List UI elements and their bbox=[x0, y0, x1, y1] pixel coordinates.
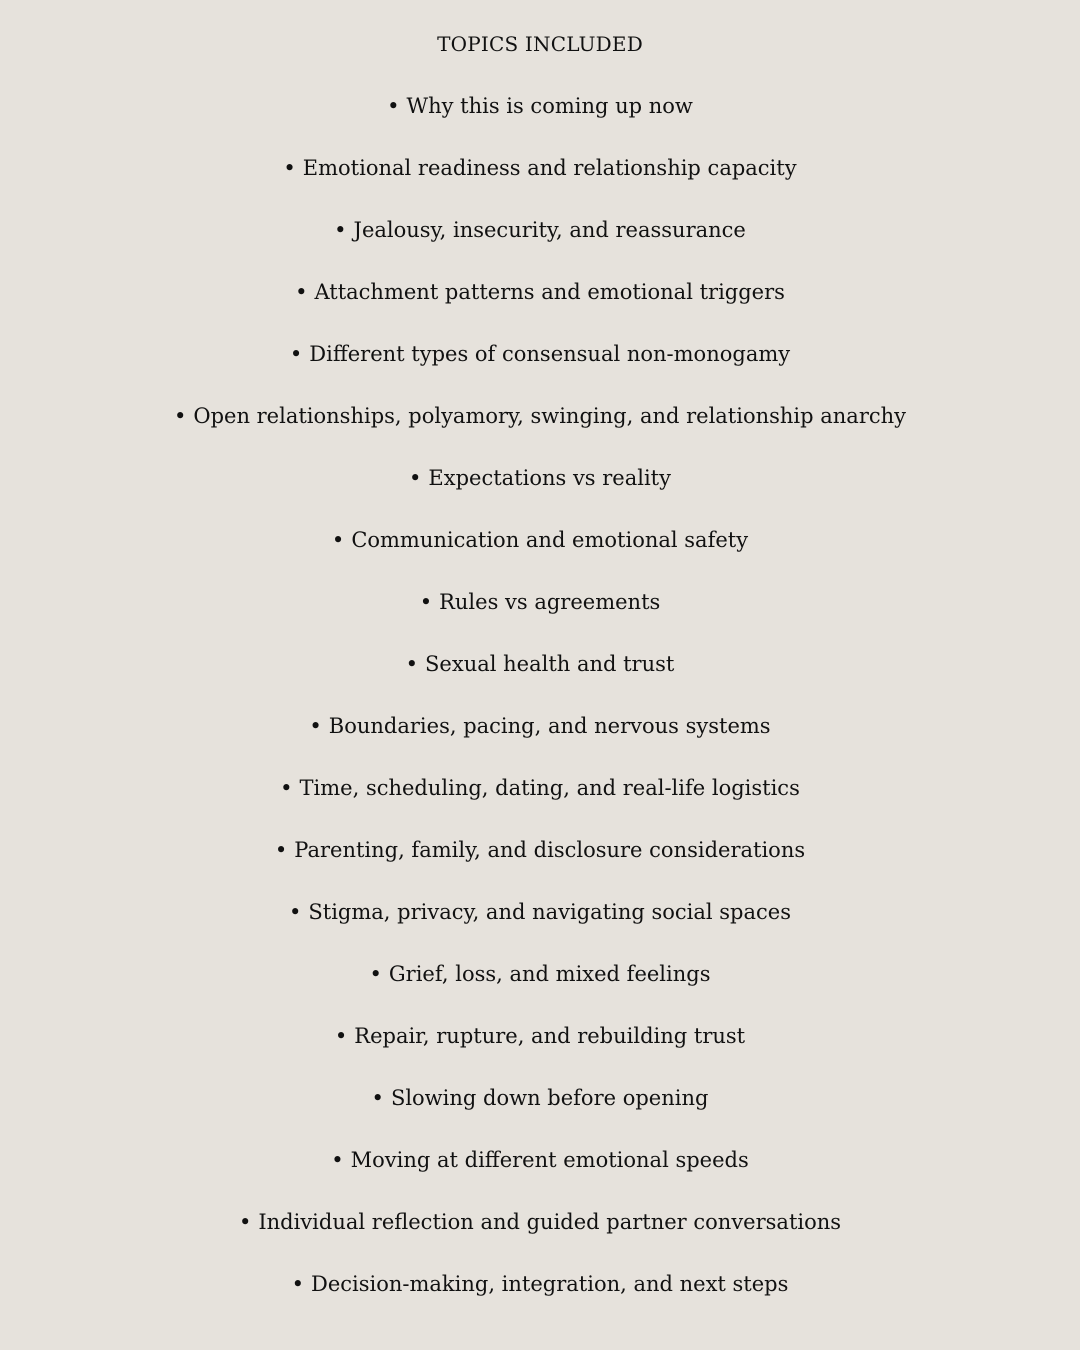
topic-text: Parenting, family, and disclosure considerations bbox=[294, 838, 806, 862]
topic-text: Different types of consensual non-monogamy bbox=[309, 342, 791, 366]
topic-text: Stigma, privacy, and navigating social spaces bbox=[308, 900, 791, 924]
bullet-icon: • bbox=[369, 962, 382, 986]
topic-item bbox=[0, 464, 1080, 526]
topic-item bbox=[0, 216, 1080, 278]
topic-text: Jealousy, insecurity, and reassurance bbox=[353, 218, 746, 242]
topic-text: Emotional readiness and relationship capacity bbox=[302, 156, 797, 180]
topic-text: Sexual health and trust bbox=[425, 652, 675, 676]
topic-text: Time, scheduling, dating, and real-life logistics bbox=[299, 776, 800, 800]
bullet-icon: • bbox=[173, 404, 187, 428]
topic-item bbox=[0, 154, 1080, 216]
topic-item bbox=[0, 898, 1080, 960]
topic-item bbox=[0, 340, 1080, 402]
bullet-icon: • bbox=[280, 776, 293, 800]
bullet-icon: • bbox=[291, 1272, 304, 1296]
bullet-icon: • bbox=[334, 1024, 348, 1048]
topic-item bbox=[0, 1022, 1080, 1084]
topic-text: Moving at different emotional speeds bbox=[350, 1148, 749, 1172]
topic-item bbox=[0, 402, 1080, 464]
topic-text: Repair, rupture, and rebuilding trust bbox=[354, 1024, 746, 1048]
topic-item bbox=[0, 836, 1080, 898]
bullet-icon: • bbox=[419, 590, 433, 614]
bullet-icon: • bbox=[274, 838, 288, 862]
topic-item bbox=[0, 650, 1080, 712]
topic-item bbox=[0, 1208, 1080, 1270]
topic-text: Communication and emotional safety bbox=[351, 528, 749, 552]
topic-item bbox=[0, 712, 1080, 774]
bullet-icon: • bbox=[334, 218, 347, 242]
topic-text: Rules vs agreements bbox=[439, 590, 661, 614]
bullet-icon: • bbox=[405, 652, 419, 676]
topic-item bbox=[0, 278, 1080, 340]
topic-item bbox=[0, 1084, 1080, 1146]
topic-item bbox=[0, 1146, 1080, 1208]
bullet-icon: • bbox=[409, 466, 422, 490]
topic-text: Why this is coming up now bbox=[406, 94, 693, 118]
topic-item bbox=[0, 588, 1080, 650]
topic-text: Open relationships, polyamory, swinging, and relationship anarchy bbox=[193, 404, 907, 428]
bullet-icon: • bbox=[387, 94, 400, 118]
topic-item bbox=[0, 1270, 1080, 1332]
topic-list bbox=[0, 92, 1080, 1332]
topic-text: Attachment patterns and emotional triggers bbox=[314, 280, 785, 304]
topic-text: Grief, loss, and mixed feelings bbox=[388, 962, 711, 986]
bullet-icon: • bbox=[295, 280, 308, 304]
topic-item bbox=[0, 960, 1080, 1022]
topic-text: Individual reflection and guided partner conversations bbox=[258, 1210, 842, 1234]
topic-item bbox=[0, 774, 1080, 836]
topic-text: Boundaries, pacing, and nervous systems bbox=[328, 714, 771, 738]
topic-text: Expectations vs reality bbox=[428, 466, 671, 490]
bullet-icon: • bbox=[309, 714, 322, 738]
bullet-icon: • bbox=[331, 1148, 344, 1172]
bullet-icon: • bbox=[331, 528, 345, 552]
topic-text: Decision-making, integration, and next steps bbox=[310, 1272, 789, 1296]
bullet-icon: • bbox=[283, 156, 296, 180]
topic-text: Slowing down before opening bbox=[390, 1086, 709, 1110]
bullet-icon: • bbox=[371, 1086, 384, 1110]
bullet-icon: • bbox=[289, 342, 303, 366]
topic-item bbox=[0, 526, 1080, 588]
bullet-icon: • bbox=[238, 1210, 252, 1234]
page-title: TOPICS INCLUDED bbox=[437, 32, 643, 56]
bullet-icon: • bbox=[289, 900, 302, 924]
topic-item bbox=[0, 92, 1080, 154]
